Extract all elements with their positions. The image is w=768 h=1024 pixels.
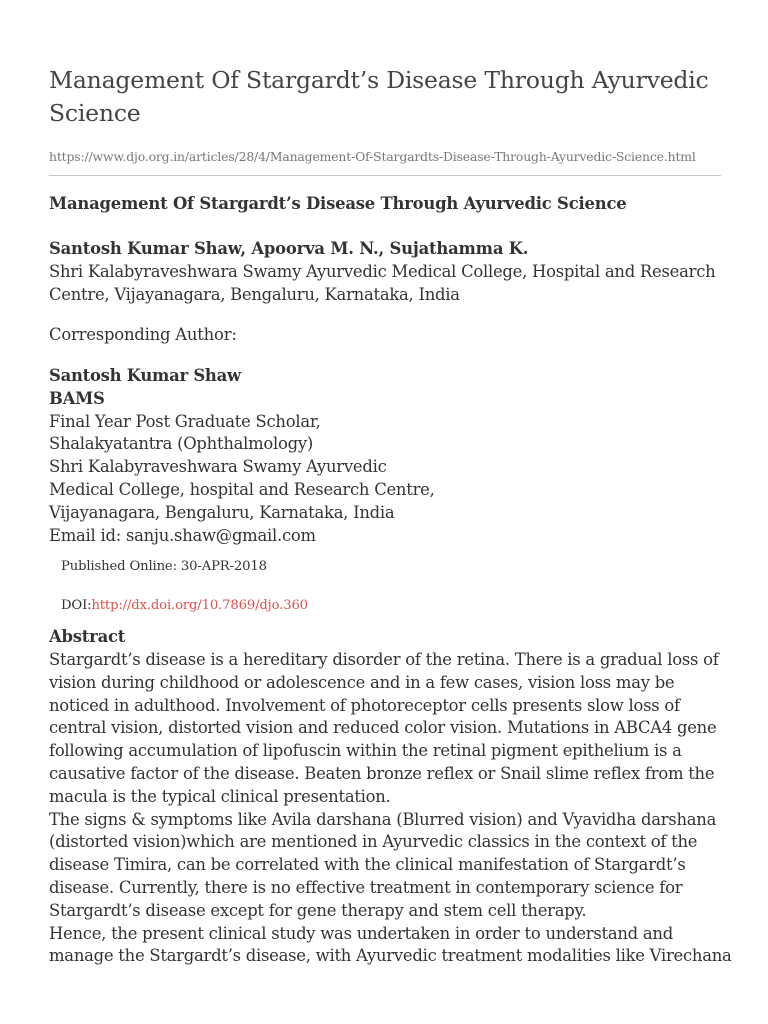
corresponding-author-label: Corresponding Author: [49, 325, 237, 344]
divider [49, 175, 721, 176]
page-title-line: Science [49, 99, 141, 127]
abstract-line: macula is the typical clinical presentation. [49, 786, 391, 806]
corresponding-author-line: Final Year Post Graduate Scholar, [49, 411, 321, 431]
abstract-line: The signs & symptoms like Avila darshana (Blurred vision) and Vyavidha darshana [49, 809, 717, 829]
abstract-line: disease. Currently, there is no effective treatment in contemporary science for [49, 877, 683, 897]
abstract-line: Stargardt’s disease is a hereditary disorder of the retina. There is a gradual loss of [49, 650, 719, 669]
doi-link[interactable]: http://dx.doi.org/10.7869/djo.360 [91, 598, 308, 613]
source-url[interactable]: https://www.djo.org.in/articles/28/4/Management-Of-Stargardts-Disease-Through-Ayurvedic-Science.html [49, 149, 696, 164]
affiliation-line: Centre, Vijayanagara, Bengaluru, Karnataka, India [49, 284, 460, 304]
page-title-line: Management Of Stargardt’s Disease Through Ayurvedic [49, 66, 709, 94]
abstract-line: causative factor of the disease. Beaten bronze reflex or Snail slime reflex from the [49, 763, 715, 783]
authors-line: Santosh Kumar Shaw, Apoorva M. N., Sujathamma K. [49, 239, 529, 258]
abstract-line: (distorted vision)which are mentioned in Ayurvedic classics in the context of the [49, 832, 698, 852]
doi-line [61, 597, 308, 615]
corresponding-author-email: Email id: sanju.shaw@gmail.com [49, 525, 316, 545]
corresponding-author-line: Vijayanagara, Bengaluru, Karnataka, India [49, 502, 395, 522]
corresponding-author-line: Medical College, hospital and Research Centre, [49, 479, 435, 499]
affiliation-line: Shri Kalabyraveshwara Swamy Ayurvedic Medical College, Hospital and Research [49, 262, 716, 281]
page-title [49, 64, 721, 130]
corresponding-author-details [49, 365, 721, 547]
affiliation [49, 261, 721, 307]
abstract-line: Stargardt’s disease except for gene therapy and stem cell therapy. [49, 900, 587, 920]
corresponding-author-name: Santosh Kumar Shaw [49, 366, 241, 385]
abstract-line: disease Timira, can be correlated with the clinical manifestation of Stargardt’s [49, 855, 686, 875]
doi-label: DOI: [61, 598, 92, 613]
abstract-line: following accumulation of lipofuscin within the retinal pigment epithelium is a [49, 741, 682, 761]
published-date: Published Online: 30-APR-2018 [61, 559, 267, 574]
corresponding-author-line: Shri Kalabyraveshwara Swamy Ayurvedic [49, 457, 387, 477]
abstract-line: noticed in adulthood. Involvement of photoreceptor cells presents slow loss of [49, 695, 680, 715]
abstract-heading: Abstract [49, 627, 126, 646]
abstract-line: Hence, the present clinical study was undertaken in order to understand and [49, 923, 673, 943]
abstract-line: vision during childhood or adolescence and in a few cases, vision loss may be [49, 672, 675, 692]
article-heading: Management Of Stargardt’s Disease Through Ayurvedic Science [49, 194, 627, 213]
abstract-line: central vision, distorted vision and reduced color vision. Mutations in ABCA4 gene [49, 718, 717, 738]
abstract-body [49, 649, 732, 968]
abstract-line: manage the Stargardt’s disease, with Ayurvedic treatment modalities like Virechana [49, 946, 732, 966]
corresponding-author-line: Shalakyatantra (Ophthalmology) [49, 434, 314, 454]
corresponding-author-degree: BAMS [49, 388, 105, 408]
